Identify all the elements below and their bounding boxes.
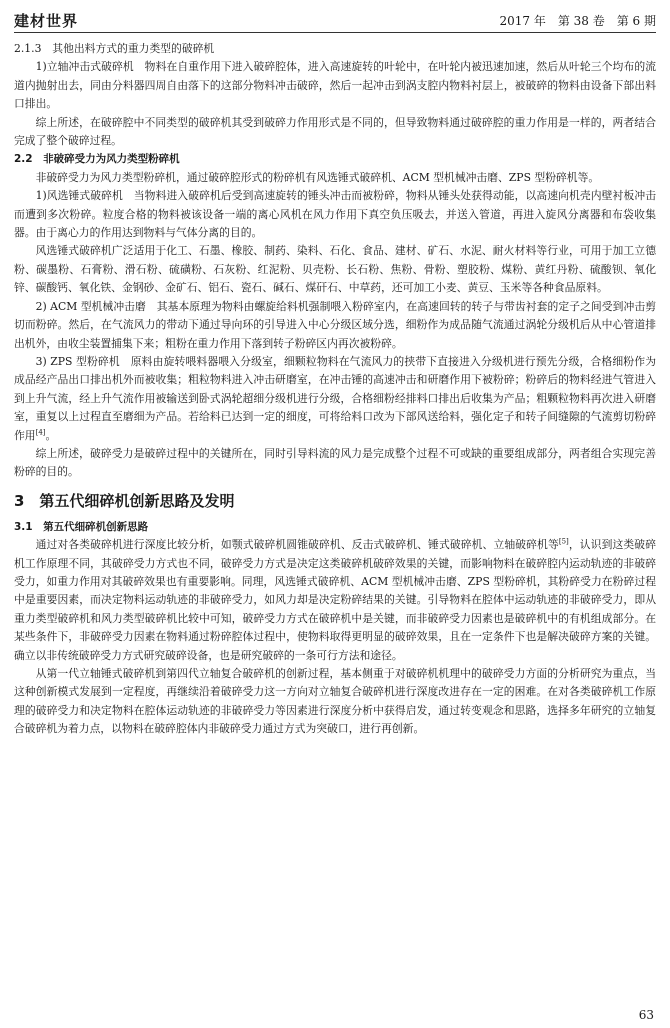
paragraph: 风选锤式破碎机广泛适用于化工、石墨、橡胶、制药、染料、石化、食品、建材、矿石、水泥、耐火材料等行业，可用于加工立德粉、碳墨粉、石膏粉、滑石粉、硫磺粉、石灰粉、红泥粉、贝壳粉、长石粉、焦粉、骨粉、塑胶粉、煤粉、黄红丹粉、硫酸钡、氧化锌、碳酸钙、氧化铁、金钢砂、金矿石、铝石、瓷石、碱石、煤矸石、中草药，还可加工小麦、黄豆、玉米等各种食品原料。 (14, 244, 656, 295)
paragraph: 1)风选锤式破碎机 当物料进入破碎机后受到高速旋转的锤头冲击而被粉碎，物料从锤头处获得动能，以高速向机壳内壁衬板冲击而遭到多次粉碎。粒度合格的物料被该设备一端的离心风机在风力作用下真空负压吸去，并送入管道，再进入旋风分离器和布袋收集器。由于离心力的作用达到物料与气体分离的目的。 (14, 189, 656, 240)
paragraph-text: 3) ZPS 型粉碎机 原料由旋转喂料器喂入分级室，细颗粒物料在气流风力的挟带下直接进入分级机进行预先分级，合格细粉作为成品经产品出口排出机外而被收集；粗粒物料进入冲击研磨室，在冲击锤的高速冲击和研磨作用下被粉碎；粉碎后的物料经进气管进入到上升气流，经上升气流作用被输送到卧式涡轮超细分级机进行分级，合格细粉经排料口排出后收集为产品；粗颗粒物料再次进入研磨室，重复以上过程直至磨细为产品。若给料已达到一定的细度，可将给料口改为下部风送给料，强化定子和转子间缝隙的气流剪切粉碎作用 (14, 354, 656, 442)
section-heading-2-2: 2.2 非破碎受力为风力类型粉碎机 (14, 153, 180, 166)
page-number: 63 (638, 1008, 654, 1022)
paragraph (14, 353, 656, 445)
paragraph: 从第一代立轴锤式破碎机到第四代立轴复合破碎机的创新过程，基本侧重于对破碎机机理中的破碎受力方面的分析研究为重点，当这种创新模式发展到一定程度，再继续沿着破碎受力这一方向对立轴复合破碎机进行深度改进存在一定的困难。在对各类破碎机工作原理的破碎受力和决定物料在腔体运动轨迹的非破碎受力等因素进行深度分析中获得启发，通过转变观念和思路，选择多年研究的立轴复合破碎机为着力点，以物料在破碎腔体内非破碎受力通过方式为突破口，进行再创新。 (14, 667, 656, 736)
citation-ref[interactable]: [4] (35, 427, 46, 436)
section-heading-3-1: 3.1 第五代细碎机创新思路 (14, 520, 149, 533)
paragraph-text: ，认识到这类破碎机工作原理不同，其破碎受力方式也不同，破碎受力方式是决定这类破碎机破碎效果的关键，而影响物料在破碎腔内运动轨迹的非破碎受力，如重力作用对其破碎效果也有重要影响。同理，风选锤式破碎机、ACM 型机械冲击磨、ZPS 型粉碎机，其粉碎受力在粉碎过程中是重要因素，而决定物料运动轨迹的非破碎受力，如风力却是决定粉碎结果的关键。引导物料在腔体中运动轨迹的非破碎受力，即从重力类型破碎机和风力类型破碎机比较中可知，破碎受力方式在破碎机中是关键，而非破碎受力因素也是破碎机中的有机组成部分。在某些条件下，非破碎受力因素在物料通过粉碎腔体过程中，使物料取得更明显的破碎效果，且在一定条件下也是解决破碎方案的关键。确立以非传统破碎受力方式研究破碎设备，也是研究破碎的一条可行方法和途径。 (14, 538, 657, 662)
section-heading-2-1-3: 2.1.3 其他出料方式的重力类型的破碎机 (14, 42, 215, 55)
journal-name: 建材世界 (14, 12, 79, 30)
citation-ref[interactable]: [5] (558, 537, 569, 546)
section-heading-3: 3 第五代细碎机创新思路及发明 (14, 491, 235, 510)
paragraph (14, 536, 656, 665)
paragraph: 综上所述，破碎受力是破碎过程中的关键所在，同时引导料流的风力是完成整个过程不可或缺的重要组成部分，两者组合实现完善粉碎的目的。 (14, 446, 656, 479)
paragraph: 综上所述，在破碎腔中不同类型的破碎机其受到破碎力作用形式是不同的，但导致物料通过破碎腔的重力作用是一样的，两者结合完成了整个破碎过程。 (14, 115, 656, 148)
article-body (14, 40, 656, 739)
paragraph: 1)立轴冲击式破碎机 物料在自重作用下进入破碎腔体，进入高速旋转的叶轮中，在叶轮内被迅速加速，然后从叶轮三个均布的流道内抛射出去，同由分料器四周自由落下的这部分物料冲击破碎，然后一起冲击到涡支腔内物料衬层上，被破碎的物料由设备下部出料口排出。 (14, 60, 656, 111)
paragraph-text: 。 (45, 428, 57, 442)
paragraph: 2) ACM 型机械冲击磨 其基本原理为物料由螺旋给料机强制喂入粉碎室内，在高速回转的转子与带齿衬套的定子之间受到冲击剪切而粉碎。然后，在气流风力的带动下通过导向环的引导进入中心分级区域分选，细粉作为成品随气流通过涡轮分级机后从中心管道排出机外，由收尘装置捕集下来；粗粉在重力作用下落到转子粉碎区内再次被粉碎。 (14, 299, 656, 350)
issue-info: 2017 年 第 38 卷 第 6 期 (499, 14, 656, 28)
page-header (14, 8, 656, 33)
paragraph-text: 通过对各类破碎机进行深度比较分析，如颚式破碎机圆锥破碎机、反击式破碎机、锤式破碎机、立轴破碎机等 (35, 538, 559, 552)
paragraph: 非破碎受力为风力类型粉碎机，通过破碎腔形式的粉碎机有风选锤式破碎机、ACM 型机械冲击磨、ZPS 型粉碎机等。 (35, 170, 600, 184)
